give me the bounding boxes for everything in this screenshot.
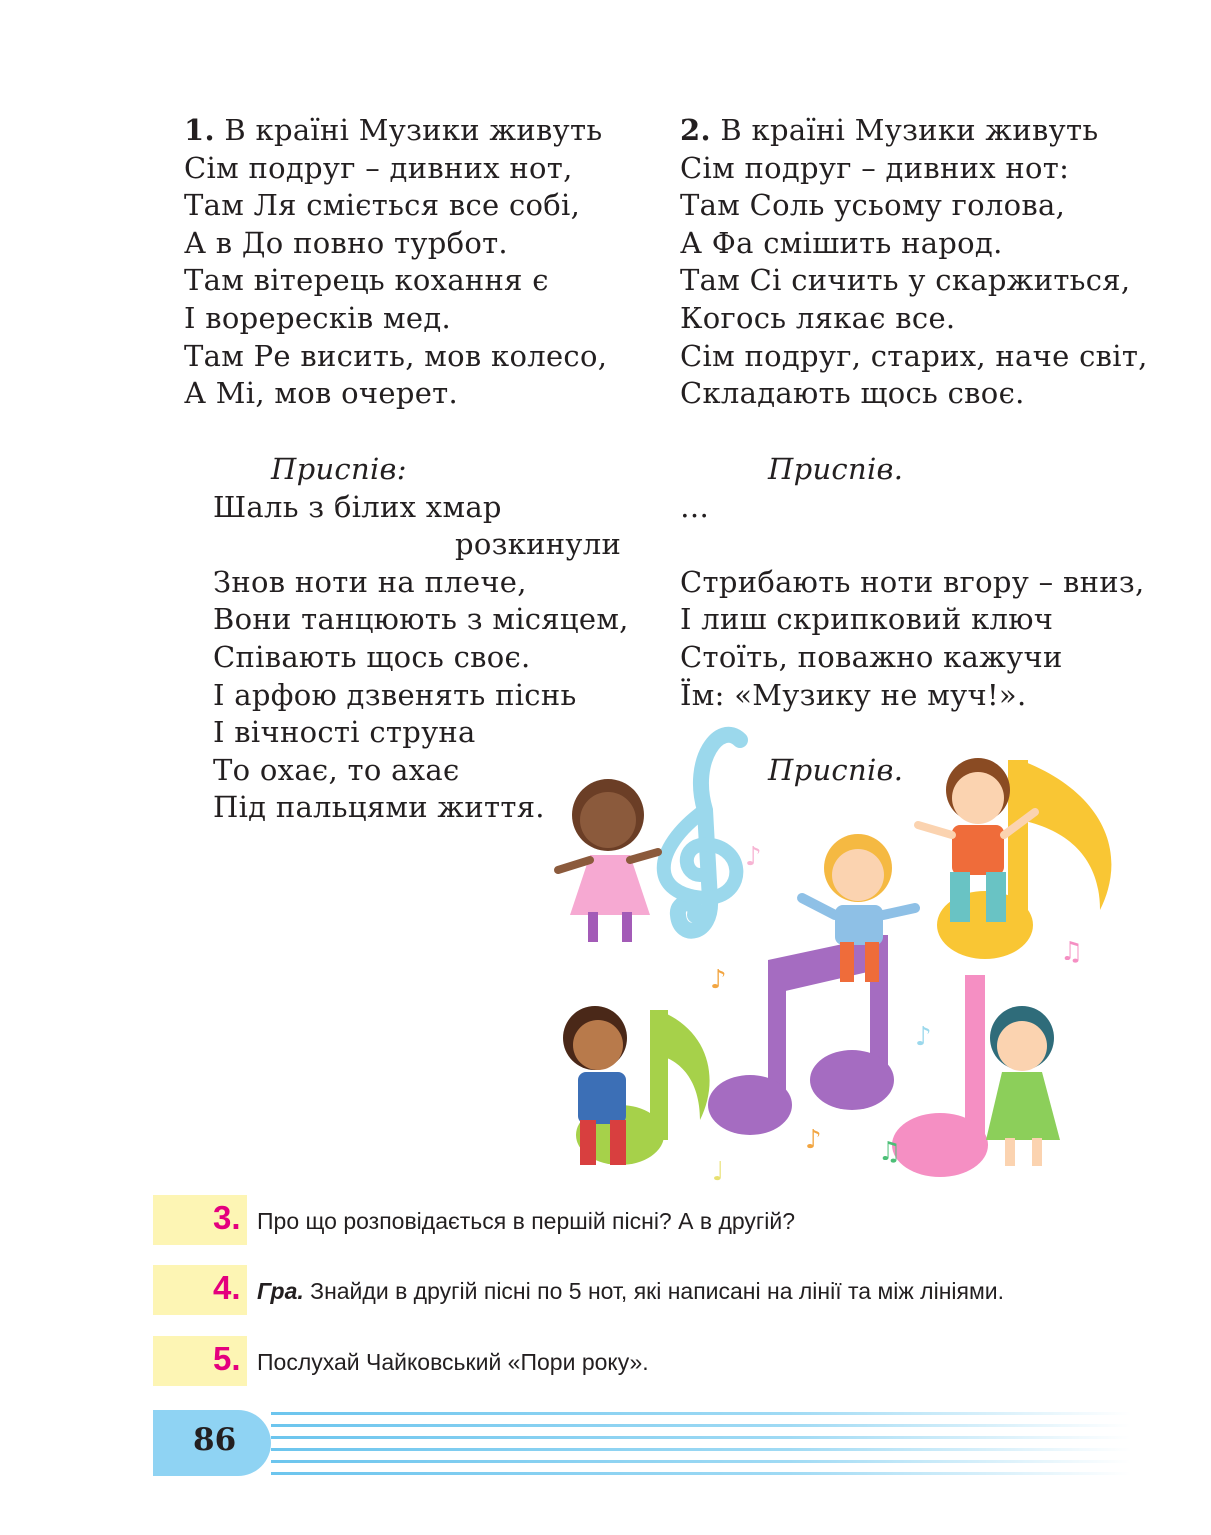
verse-line: Сім подруг – дивних нот: xyxy=(680,150,1070,185)
footer-line xyxy=(271,1460,1131,1463)
chorus-line: розкинули xyxy=(455,527,622,562)
task-4 xyxy=(153,1265,1153,1315)
verse-2 xyxy=(680,112,1148,413)
svg-text:♪: ♪ xyxy=(805,1125,822,1155)
svg-text:♫: ♫ xyxy=(878,1137,902,1167)
chorus-line: Їм: «Музику не муч!». xyxy=(680,677,1027,712)
verse-line: Там Ля сміється все собі, xyxy=(184,188,581,223)
chorus-line: То охає, то ахає xyxy=(213,752,460,787)
task-body: Про що розповідається в першій пісні? А в другій? xyxy=(257,1208,796,1234)
verse-line: Там Сі сичить у скаржиться, xyxy=(680,263,1131,298)
task-body: Послухай Чайковський «Пори року». xyxy=(257,1349,649,1375)
footer-line xyxy=(271,1424,1131,1427)
chorus-final-title: Приспів. xyxy=(768,753,904,787)
verse-line: А Мі, мов очерет. xyxy=(184,376,459,411)
task-text xyxy=(257,1208,795,1235)
chorus-title: Приспів: xyxy=(271,452,407,486)
footer-line xyxy=(271,1412,1131,1415)
child-boy-blue-icon xyxy=(563,1006,627,1165)
chorus-line: І лиш скрипковий ключ xyxy=(680,602,1054,637)
task-body: Знайди в другій пісні по 5 нот, які написані на лінії та між лініями. xyxy=(310,1278,1005,1304)
verse-line: Сім подруг, старих, наче світ, xyxy=(680,338,1148,373)
chorus-title: Приспів. xyxy=(768,452,904,486)
task-3 xyxy=(153,1195,1153,1245)
children-with-music-notes-illustration xyxy=(540,720,1140,1200)
task-number: 4. xyxy=(213,1269,241,1306)
chorus-line: Стоїть, поважно кажучи xyxy=(680,639,1063,674)
footer-line xyxy=(271,1448,1131,1451)
child-girl-green-icon xyxy=(986,1006,1060,1166)
svg-text:♪: ♪ xyxy=(745,842,762,872)
verse-line: А в До повно турбот. xyxy=(184,225,508,260)
verse-number: 2. xyxy=(680,113,711,147)
verse-line: Сім подруг – дивних нот, xyxy=(184,150,573,185)
chorus-line: Співають щось своє. xyxy=(213,639,531,674)
task-number: 3. xyxy=(213,1199,241,1236)
verse-number: 1. xyxy=(184,113,215,147)
verse-line: А Фа смішить народ. xyxy=(680,225,1003,260)
verse-line: В країні Музики живуть xyxy=(224,113,603,147)
verse-line: Когось лякає все. xyxy=(680,300,956,335)
task-text xyxy=(257,1349,649,1376)
chorus-ellipsis: … xyxy=(680,489,710,524)
chorus-line: Під пальцями життя. xyxy=(213,790,545,825)
chorus-line: І вічності струна xyxy=(213,715,476,750)
verse-line: Там Ре висить, мов колесо, xyxy=(184,338,608,373)
task-number: 5. xyxy=(213,1340,241,1377)
svg-text:♫: ♫ xyxy=(1060,937,1084,967)
verse-line: Складають щось своє. xyxy=(680,376,1025,411)
svg-text:♪: ♪ xyxy=(710,965,727,995)
child-girl-pink-icon xyxy=(558,779,658,942)
verse-line: Там вітерець кохання є xyxy=(184,263,549,298)
quarter-note-icon xyxy=(892,975,988,1177)
treble-clef-icon xyxy=(664,735,740,931)
task-5 xyxy=(153,1336,1153,1386)
page-number: 86 xyxy=(193,1422,237,1458)
chorus-line: Шаль з білих хмар xyxy=(213,489,502,524)
svg-text:♪: ♪ xyxy=(915,1022,932,1052)
footer-line xyxy=(271,1436,1131,1439)
verse-line: І ворересків мед. xyxy=(184,300,451,335)
task-text xyxy=(257,1278,1004,1305)
chorus-line: Знов ноти на плече, xyxy=(213,564,527,599)
page-footer xyxy=(153,1410,1133,1476)
task-label: Гра. xyxy=(257,1278,304,1304)
verse-line: Там Соль усьому голова, xyxy=(680,188,1066,223)
chorus-line: Стрибають ноти вгору – вниз, xyxy=(680,564,1145,599)
verse-line: В країні Музики живуть xyxy=(720,113,1099,147)
chorus-line: Вони танцюють з місяцем, xyxy=(213,602,629,637)
chorus-line: І арфою дзвенять піснь xyxy=(213,677,577,712)
verse-1 xyxy=(184,112,607,413)
footer-line xyxy=(271,1472,1131,1475)
svg-text:♩: ♩ xyxy=(712,1157,725,1187)
chorus-2 xyxy=(680,451,1145,714)
